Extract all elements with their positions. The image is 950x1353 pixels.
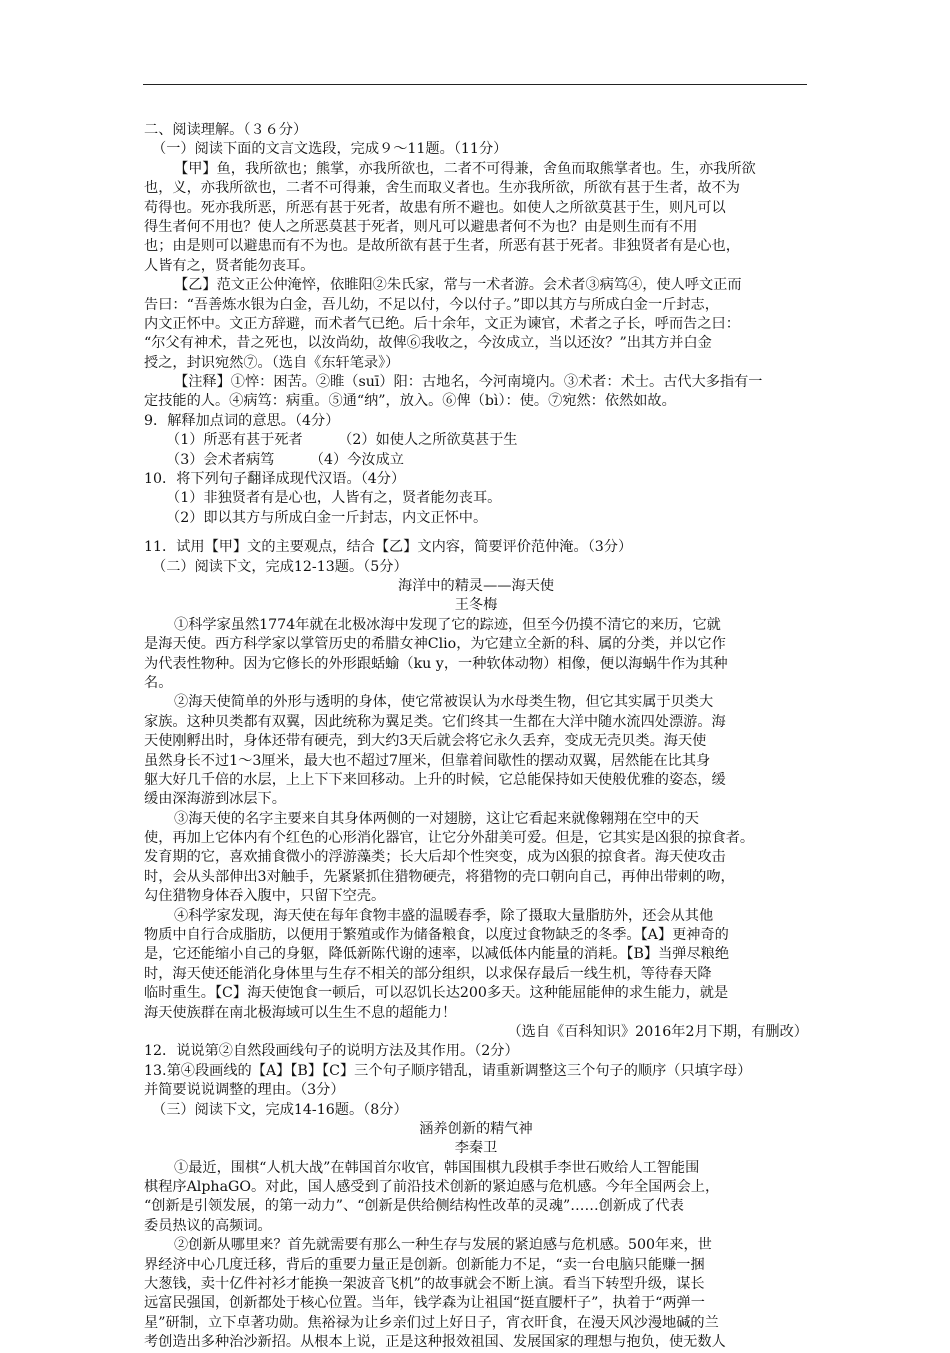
text-line: 名。 <box>144 674 173 691</box>
text-line: “创新是引领发展，的第一动力”、“创新是供给侧结构性改革的灵魂”……创新成了代表 <box>144 1198 684 1215</box>
text-line: 苟得也。死亦我所恶，所恶有甚于死者，故患有所不避也。如使人之所欲莫甚于生，则凡可以 <box>144 199 726 216</box>
text-line: 海洋中的精灵——海天使 <box>397 577 555 594</box>
text-line: （3）会术者病笃 （4）今汝成立 <box>166 451 404 468</box>
text-line: （三）阅读下文，完成14-16题。（8分） <box>152 1101 408 1118</box>
text-line: ②海天使简单的外形与透明的身体，使它常被误认为水母类生物，但它其实属于贝类大 <box>174 694 714 711</box>
text-line: 勾住猎物身体吞入腹中，只留下空壳。 <box>144 888 386 905</box>
text-line: 11．试用【甲】文的主要观点，结合【乙】文内容，简要评价范仲淹。（3分） <box>144 539 633 556</box>
text-line: 躯大好几千倍的水层，上上下下来回移动。上升的时候，它总能保持如天使般优雅的姿态，缓 <box>144 771 726 788</box>
text-line: 涵养创新的精气神 <box>419 1120 533 1137</box>
text-line: “尔父有神术，昔之死也，以汝尚幼，故俾⑥我收之，今汝成立，当以还汝？”出其方并白金 <box>144 335 712 352</box>
text-line: 二、阅读理解。（３６分） <box>144 122 308 138</box>
text-line: 12．说说第②自然段画线句子的说明方法及其作用。（2分） <box>144 1043 519 1060</box>
text-line: 授之，封识宛然⑦。（选自《东轩笔录》） <box>144 354 400 371</box>
blank-line <box>144 528 808 538</box>
text-line: 发育期的它，喜欢捕食微小的浮游藻类；长大后却个性突变，成为凶狠的掠食者。海天使攻击 <box>144 849 726 866</box>
text-line: 使，再加上它体内有个红色的心形消化器官，让它分外甜美可爱。但是，它其实是凶狠的掠食者。 <box>144 830 755 847</box>
text-line: 也；由是则可以避患而有不为也。是故所欲有甚于生者，所恶有甚于死者。非独贤者有是心也， <box>144 238 740 255</box>
text-line: 王冬梅 <box>454 597 498 614</box>
text-line: 大葱钱，卖十亿件衬衫才能换一架波音飞机”的故事就会不断上演。看当下转型升级，谋长 <box>144 1276 705 1293</box>
text-line: ④科学家发现，海天使在每年食物丰盛的温暖春季，除了摄取大量脂肪外，还会从其他 <box>174 907 714 924</box>
text-line: ②创新从哪里来？首先就需要有那么一种生存与发展的紧迫感与危机感。500年来，世 <box>174 1237 712 1254</box>
text-line: 9．解释加点词的意思。（4分） <box>144 412 340 429</box>
text-line: 家族。这种贝类都有双翼，因此统称为翼足类。它们终其一生都在大洋中随水流四处漂游。海 <box>144 713 726 730</box>
text-line: （1）非独贤者有是心也，人皆有之，贤者能勿丧耳。 <box>166 490 502 507</box>
text-line: 内文正怀中。文正方辞避，而术者气已绝。后十余年，文正为谏官，术者之子长，呼而告之曰： <box>144 315 740 332</box>
text-line: 定技能的人。④病笃：病重。⑤通“纳”，放入。⑥俾（bì）：使。⑦宛然：依然如故。 <box>144 393 676 410</box>
text-line: 临时重生。【C】海天使饱食一顿后，可以忍饥长达200多天。这种能屈能伸的求生能力，就是 <box>144 985 729 1002</box>
text-line: （1）所恶有甚于死者 （2）如使人之所欲莫甚于生 <box>166 432 518 449</box>
text-line: 【注释】①悴：困苦。②睢（suī）阳：古地名，今河南境内。③术者：术士。古代大多指有一 <box>174 374 763 391</box>
text-line: 并简要说说调整的理由。（3分） <box>144 1082 345 1099</box>
text-line: 时，会从头部伸出3对触手，先紧紧抓住猎物硬壳，将猎物的壳口朝向自己，再伸出带刺的吻， <box>144 868 735 885</box>
text-line: 时，海天使还能消化身体里与生存不相关的部分组织，以求保存最后一线生机，等待春天降 <box>144 965 712 982</box>
text-line: 棋程序AlphaGO。对此，国人感受到了前沿技术创新的紧迫感与危机感。今年全国两会上， <box>144 1179 720 1196</box>
text-line: ①最近，围棋“人机大战”在韩国首尔收官，韩国围棋九段棋手李世石败给人工智能围 <box>174 1159 700 1176</box>
header-rule <box>143 84 807 85</box>
text-line: 人皆有之，贤者能勿丧耳。 <box>144 257 315 274</box>
text-line: 是，它还能缩小自己的身躯，降低新陈代谢的速率，以减低体内能量的消耗。【B】当弹尽粮绝 <box>144 946 730 963</box>
text-line: 李秦卫 <box>454 1140 498 1157</box>
text-line: （二）阅读下文，完成12-13题。（5分） <box>152 558 408 575</box>
text-line: 为代表性物种。因为它修长的外形跟蛞蝓（ku y，一种软体动物）相像，便以海蜗牛作为其种 <box>144 655 728 672</box>
text-line: 海天使族群在南北极海域可以生生不息的超能力！ <box>144 1004 457 1021</box>
text-line: 【乙】范文正公仲淹悴，依睢阳②朱氏家，常与一术者游。会术者③病笃④，使人呼文正而 <box>174 277 742 294</box>
text-line: 考创造出多种治沙新招。从根本上说，正是这种报效祖国、发展国家的理想与抱负，使无数人 <box>144 1334 726 1351</box>
text-line: 远富民强国，创新都处于核心位置。当年，钱学森为让祖国“挺直腰杆子”，执着于“两弹一 <box>144 1295 705 1312</box>
text-line: 委员热议的高频词。 <box>144 1217 272 1234</box>
text-line: 告曰：“吾善炼水银为白金，吾儿幼，不足以付，今以付子。”即以其方与所成白金一斤封志， <box>144 296 719 313</box>
text-line: 也，义，亦我所欲也，二者不可得兼，舍生而取义者也。生亦我所欲，所欲有甚于生者，故不为 <box>144 180 740 197</box>
text-line: （一）阅读下面的文言文选段，完成９～11题。（11分） <box>152 141 508 158</box>
text-line: （选自《百科知识》2016年2月下期，有删改） <box>507 1023 808 1040</box>
text-line: 虽然身长不过1～3厘米，最大也不超过7厘米，但靠着间歇性的摆动双翼，居然能在比其身 <box>144 752 711 769</box>
text-line: 10．将下列句子翻译成现代汉语。（4分） <box>144 471 406 488</box>
text-line: 界经济中心几度迁移，背后的重要力量正是创新。创新能力不足，“卖一台电脑只能赚一捆 <box>144 1256 705 1273</box>
text-line: ①科学家虽然1774年就在北极冰海中发现了它的踪迹，但至今仍摸不清它的来历，它就 <box>174 616 721 633</box>
text-line: 天使刚孵出时，身体还带有硬壳，到大约3天后就会将它永久丢弃，变成无壳贝类。海天使 <box>144 733 707 750</box>
text-line: ③海天使的名字主要来自其身体两侧的一对翅膀，这让它看起来就像翱翔在空中的天 <box>174 810 699 827</box>
text-line: 是海天使。西方科学家以掌管历史的希腊女神Clio，为它建立全新的科、属的分类，并以它作 <box>144 636 726 653</box>
document-body <box>144 121 808 1353</box>
text-line: 物质中自行合成脂肪，以便用于繁殖或作为储备粮食，以度过食物缺乏的冬季。【A】更神奇的 <box>144 927 729 944</box>
text-line: 星”研制，立下卓著功勋。焦裕禄为让乡亲们过上好日子，宵衣旰食，在漫天风沙漫地碱的兰 <box>144 1314 719 1331</box>
text-line: 【甲】鱼，我所欲也；熊掌，亦我所欲也，二者不可得兼，舍鱼而取熊掌者也。生，亦我所欲 <box>174 160 756 177</box>
text-line: （2）即以其方与所成白金一斤封志，内文正怀中。 <box>166 509 488 526</box>
text-line: 13.第④段画线的【A】【B】【C】三个句子顺序错乱，请重新调整这三个句子的顺序（只填字母） <box>144 1062 752 1079</box>
text-line: 缓由深海游到冰层下。 <box>144 791 286 808</box>
text-line: 得生者何不用也？使人之所恶莫甚于死者，则凡可以避患者何不为也？由是则生而有不用 <box>144 218 698 235</box>
